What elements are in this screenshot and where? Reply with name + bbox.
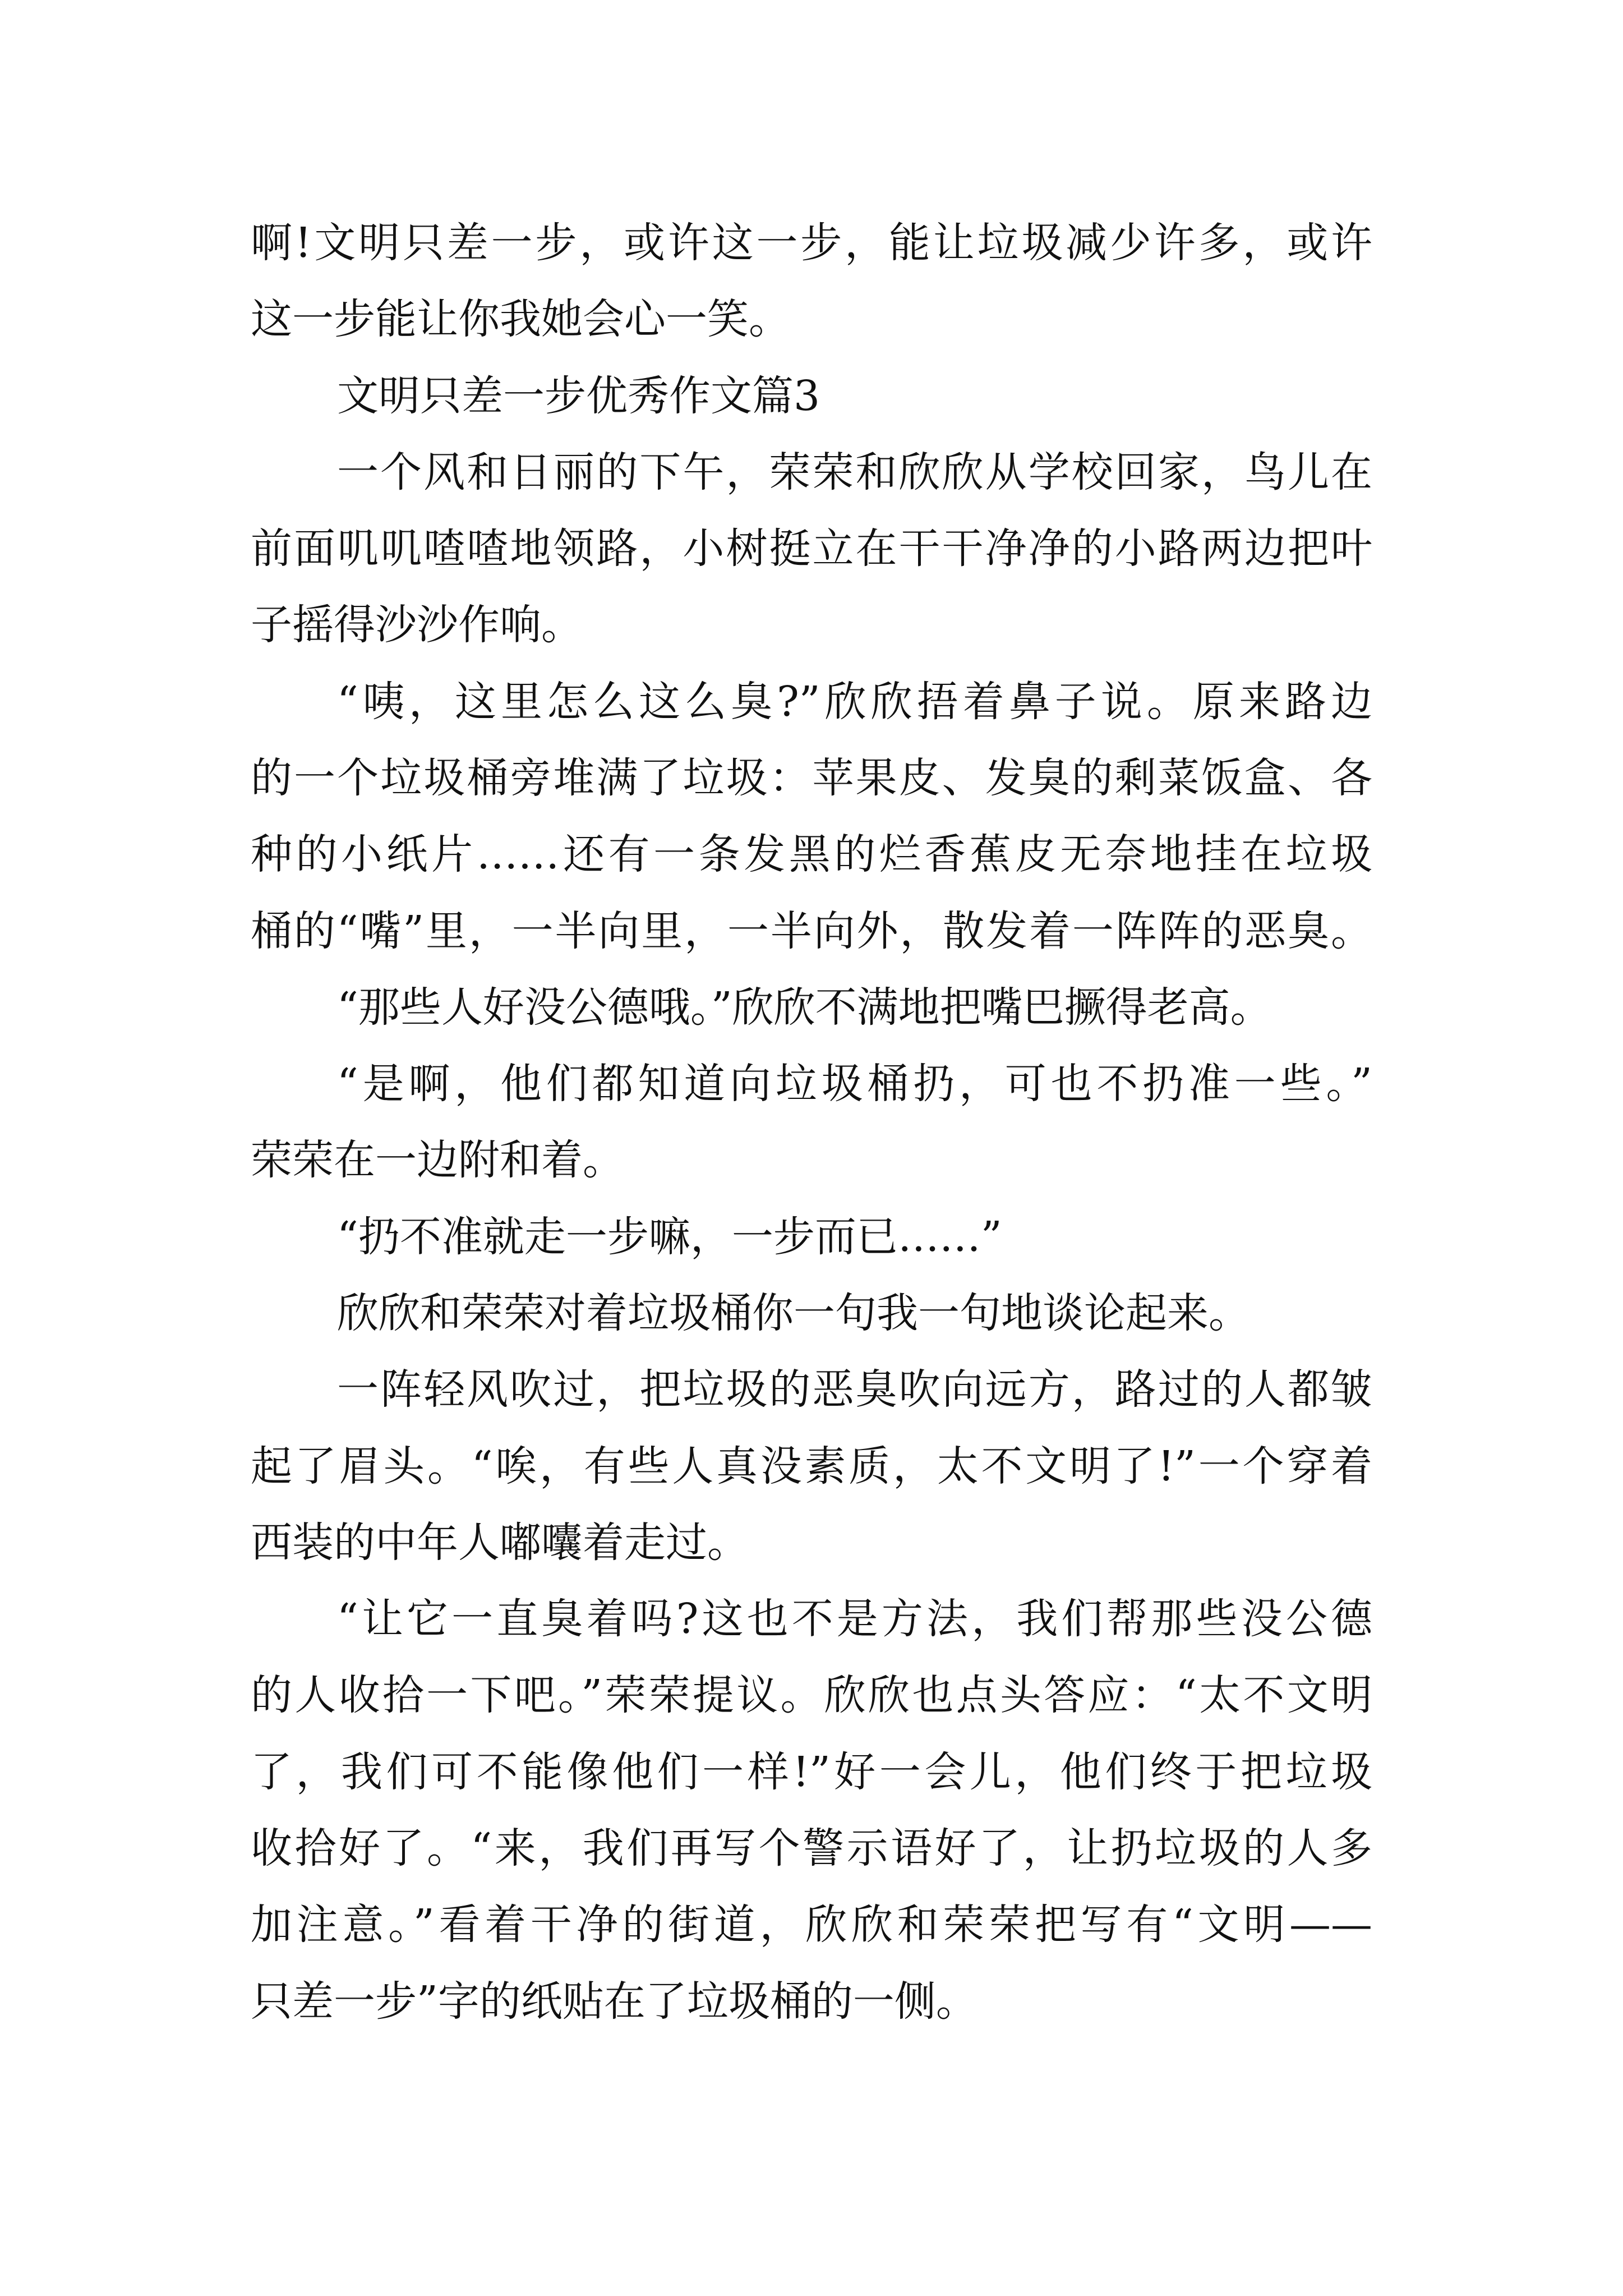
text-line: 的人收拾一下吧。”荣荣提议。欣欣也点头答应：“太不文明	[251, 1671, 1372, 1719]
text-line: “咦，这里怎么这么臭?”欣欣捂着鼻子说。原来路边	[337, 678, 1372, 726]
text-line: 的一个垃圾桶旁堆满了垃圾：苹果皮、发臭的剩菜饭盒、各	[251, 754, 1372, 802]
text-line: 西装的中年人嘟囔着走过。	[251, 1519, 749, 1567]
text-line: 前面叽叽喳喳地领路，小树挺立在干干净净的小路两边把叶	[251, 524, 1372, 573]
text-line: 这一步能让你我她会心一笑。	[251, 295, 790, 343]
text-line: 收拾好了。“来，我们再写个警示语好了，让扔垃圾的人多	[251, 1824, 1372, 1872]
text-line: 欣欣和荣荣对着垃圾桶你一句我一句地谈论起来。	[337, 1289, 1250, 1337]
text-line: 一阵轻风吹过，把垃圾的恶臭吹向远方，路过的人都皱	[337, 1365, 1372, 1414]
section-heading: 文明只差一步优秀作文篇3	[337, 372, 820, 420]
text-line: 加注意。”看着干净的街道，欣欣和荣荣把写有“文明——	[251, 1901, 1372, 1949]
text-line: 桶的“嘴”里，一半向里，一半向外，散发着一阵阵的恶臭。	[251, 907, 1372, 955]
text-line: 了，我们可不能像他们一样!”好一会儿，他们终于把垃圾	[251, 1748, 1372, 1796]
text-line: 一个风和日丽的下午，荣荣和欣欣从学校回家，鸟儿在	[337, 448, 1372, 496]
text-line: 起了眉头。“唉，有些人真没素质，太不文明了!”一个穿着	[251, 1442, 1372, 1490]
text-line: “那些人好没公德哦。”欣欣不满地把嘴巴撅得老高。	[337, 983, 1272, 1032]
text-line: 啊!文明只差一步，或许这一步，能让垃圾减少许多，或许	[251, 219, 1372, 267]
text-line: 子摇得沙沙作响。	[251, 601, 583, 649]
text-line: 只差一步”字的纸贴在了垃圾桶的一侧。	[251, 1977, 978, 2026]
text-line: “让它一直臭着吗?这也不是方法，我们帮那些没公德	[337, 1595, 1372, 1643]
text-line: “是啊，他们都知道向垃圾桶扔，可也不扔准一些。”	[337, 1060, 1372, 1108]
text-line: “扔不准就走一步嘛，一步而已……”	[337, 1213, 1002, 1261]
text-line: 种的小纸片……还有一条发黑的烂香蕉皮无奈地挂在垃圾	[251, 830, 1372, 878]
text-line: 荣荣在一边附和着。	[251, 1136, 624, 1184]
